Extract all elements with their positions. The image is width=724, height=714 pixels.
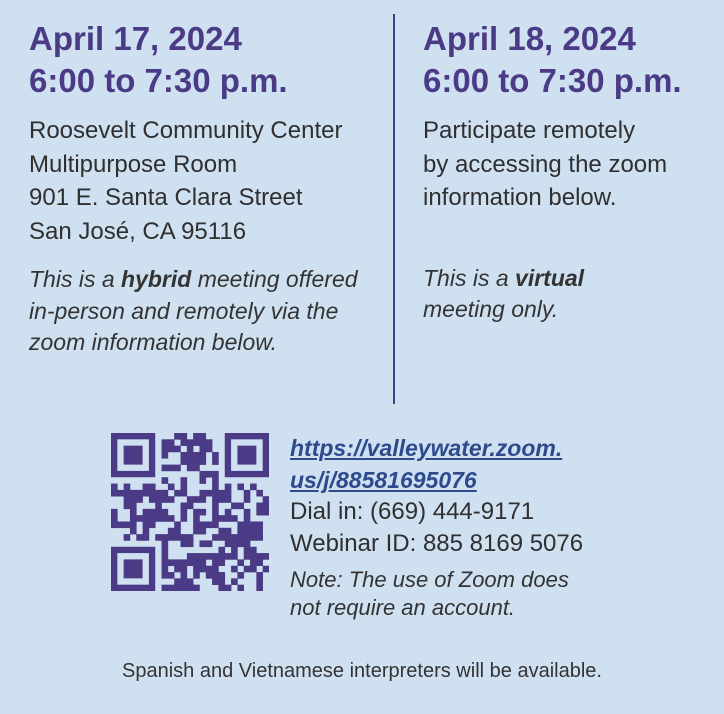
note-line (423, 263, 713, 295)
note-emphasis: virtual (515, 264, 585, 291)
interpreters-note: Spanish and Vietnamese interpreters will be available. (122, 660, 602, 682)
note-text: This is a (423, 264, 516, 291)
hybrid-meeting-note (29, 264, 379, 359)
participate-info (423, 114, 713, 215)
zoom-account-note (290, 566, 710, 622)
zoom-info (290, 432, 710, 622)
note-emphasis: hybrid (121, 266, 192, 292)
zoom-link-line: https://valleywater.zoom. (290, 435, 563, 461)
address-line: 901 E. Santa Clara Street (29, 184, 303, 211)
note-text: meeting offered (191, 266, 358, 292)
qr-code-icon[interactable] (111, 433, 269, 591)
note-line: not require an account. (290, 595, 516, 620)
meeting-date: April 17, 2024 (29, 20, 242, 57)
right-meeting-column (423, 18, 713, 326)
meeting-time: 6:00 to 7:30 p.m. (423, 62, 682, 99)
note-text: This is a (29, 266, 122, 292)
note-line: zoom information below. (29, 329, 278, 355)
virtual-meeting-note (423, 263, 713, 326)
webinar-id: Webinar ID: 885 8169 5076 (290, 530, 584, 557)
note-line: Note: The use of Zoom does (290, 567, 569, 592)
address-line: Roosevelt Community Center (29, 117, 343, 144)
note-line: meeting only. (423, 296, 559, 322)
column-divider (393, 14, 395, 404)
meeting-address (29, 114, 379, 248)
dial-in-number: Dial in: (669) 444-9171 (290, 498, 535, 525)
meeting-time: 6:00 to 7:30 p.m. (29, 62, 288, 99)
address-line: San José, CA 95116 (29, 217, 247, 245)
zoom-link-line: us/j/88581695076 (290, 467, 477, 493)
meeting-date: April 18, 2024 (423, 20, 636, 57)
zoom-link[interactable] (290, 432, 710, 496)
note-line: in-person and remotely via the (29, 297, 339, 324)
left-meeting-column (29, 18, 379, 359)
participate-line: information below. (423, 184, 617, 211)
participate-line: Participate remotely (423, 117, 636, 144)
address-line: Multipurpose Room (29, 150, 238, 178)
note-line (29, 264, 379, 296)
participate-line: by accessing the zoom (423, 150, 668, 178)
